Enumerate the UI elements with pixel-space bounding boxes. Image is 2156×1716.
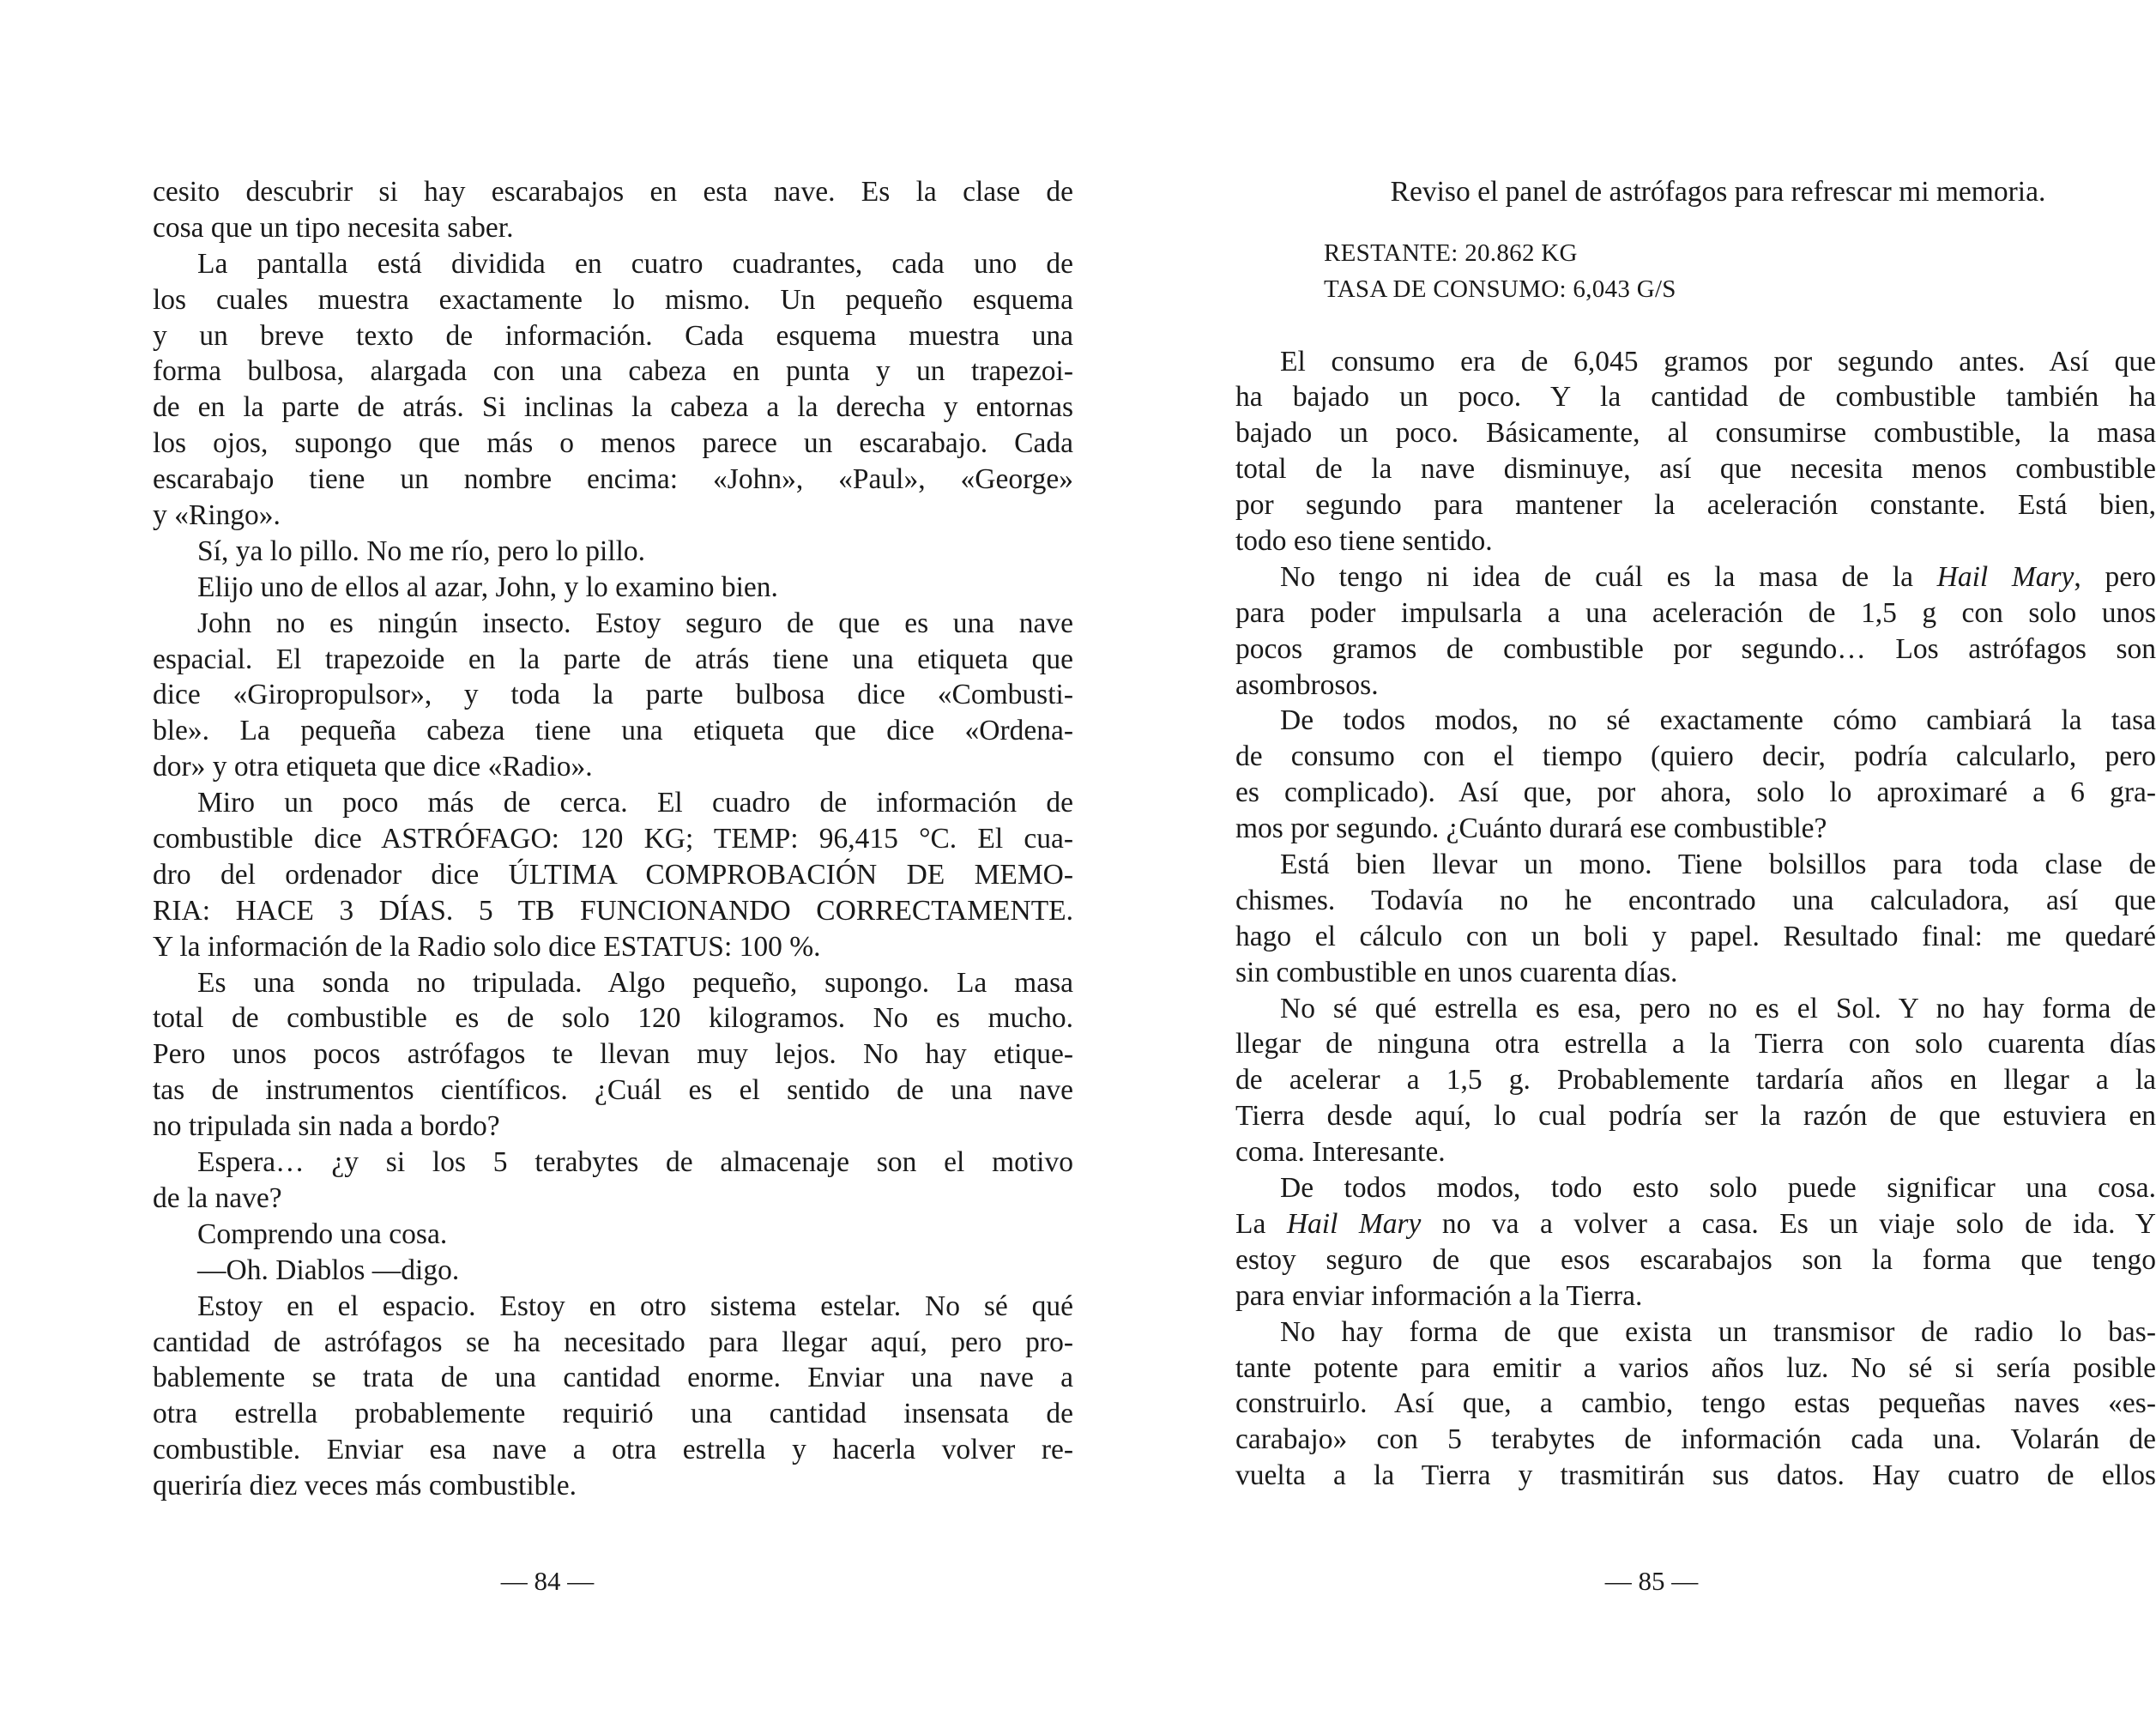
text-line: de acelerar a 1,5 g. Probablemente tardaría años en llegar a la bbox=[1235, 1064, 2156, 1097]
text-line: cantidad de astrófagos se ha necesitado para llegar aquí, pero pro- bbox=[153, 1326, 1073, 1358]
text-line: asombrosos. bbox=[1235, 668, 1379, 701]
intro-line: Reviso el panel de astrófagos para refrescar mi memoria. bbox=[1390, 176, 2046, 208]
text-line: forma bulbosa, alargada con una cabeza en punta y un trapezoi- bbox=[153, 355, 1073, 388]
text-line: escarabajo tiene un nombre encima: «John», «Paul», «George» bbox=[153, 463, 1073, 496]
text-line: ble». La pequeña cabeza tiene una etiqueta que dice «Ordena- bbox=[153, 715, 1073, 747]
text-line: tante potente para emitir a varios años luz. No sé si sería posible bbox=[1235, 1351, 2156, 1384]
text-line: cosa que un tipo necesita saber. bbox=[153, 211, 514, 244]
spacer bbox=[1235, 210, 2156, 236]
text-line: De todos modos, todo esto solo puede significar una cosa. bbox=[1280, 1172, 2156, 1205]
text-line: vuelta a la Tierra y trasmitirán sus datos. Hay cuatro de ellos bbox=[1235, 1459, 2156, 1492]
text-line: otra estrella probablemente requirió una cantidad insensata de bbox=[153, 1398, 1073, 1430]
text-line: espacial. El trapezoide en la parte de atrás tiene una etiqueta que bbox=[153, 643, 1073, 675]
text-line: llegar de ninguna otra estrella a la Tierra con solo cuarenta días bbox=[1235, 1028, 2156, 1060]
text-line: chismes. Todavía no he encontrado una calculadora, así que bbox=[1235, 884, 2156, 916]
text-line: carabajo» con 5 terabytes de información cada una. Volarán de bbox=[1235, 1423, 2156, 1456]
text-line: para enviar información a la Tierra. bbox=[1235, 1279, 1643, 1312]
text-line: y «Ringo». bbox=[153, 499, 281, 532]
text-line: de consumo con el tiempo (quiero decir, podría calcularlo, pero bbox=[1235, 740, 2156, 773]
text-line: coma. Interesante. bbox=[1235, 1136, 1446, 1169]
text-line: RIA: HACE 3 DÍAS. 5 TB FUNCIONANDO CORRECTAMENTE. bbox=[153, 894, 1073, 927]
text-line: queriría diez veces más combustible. bbox=[153, 1470, 577, 1502]
text-line: y un breve texto de información. Cada esquema muestra una bbox=[153, 319, 1073, 352]
text-line: Elijo uno de ellos al azar, John, y lo examino bien. bbox=[197, 571, 778, 603]
right-page bbox=[1235, 174, 2156, 1494]
left-page bbox=[153, 174, 1073, 1504]
page-number-left: — 84 — bbox=[500, 1566, 595, 1596]
text-line: Y la información de la Radio solo dice ESTATUS: 100 %. bbox=[153, 930, 821, 963]
text-line bbox=[1235, 559, 2156, 595]
text-line: Pero unos pocos astrófagos te llevan muy lejos. No hay etique- bbox=[153, 1038, 1073, 1071]
text-line: De todos modos, no sé exactamente cómo cambiará la tasa bbox=[1280, 704, 2156, 737]
text-fragment: no va a volver a casa. Es un viaje solo de ida. Y bbox=[1421, 1207, 2156, 1240]
text-line: Miro un poco más de cerca. El cuadro de información de bbox=[197, 787, 1073, 819]
text-line: Sí, ya lo pillo. No me río, pero lo pillo. bbox=[197, 535, 645, 567]
text-line: tas de instrumentos científicos. ¿Cuál es el sentido de una nave bbox=[153, 1074, 1073, 1107]
text-line: Estoy en el espacio. Estoy en otro sistema estelar. No sé qué bbox=[197, 1290, 1073, 1322]
text-line: no tripulada sin nada a bordo? bbox=[153, 1110, 500, 1143]
text-line: ha bajado un poco. Y la cantidad de combustible también ha bbox=[1235, 381, 2156, 414]
text-line: construirlo. Así que, a cambio, tengo estas pequeñas naves «es- bbox=[1235, 1387, 2156, 1420]
text-line: estoy seguro de que esos escarabajos son la forma que tengo bbox=[1235, 1243, 2156, 1276]
text-line: los cuales muestra exactamente lo mismo. Un pequeño esquema bbox=[153, 283, 1073, 316]
text-line: hago el cálculo con un boli y papel. Resultado final: me quedaré bbox=[1235, 920, 2156, 952]
text-line: pocos gramos de combustible por segundo… Los astrófagos son bbox=[1235, 632, 2156, 665]
text-line: combustible. Enviar esa nave a otra estrella y hacerla volver re- bbox=[153, 1434, 1073, 1466]
text-line: Comprendo una cosa. bbox=[197, 1218, 448, 1250]
text-line: total de combustible es de solo 120 kilogramos. No es mucho. bbox=[153, 1002, 1073, 1035]
text-line: Está bien llevar un mono. Tiene bolsillos para toda clase de bbox=[1280, 849, 2156, 881]
text-line: para poder impulsarla a una aceleración de 1,5 g con solo unos bbox=[1235, 596, 2156, 629]
text-line: No sé qué estrella es esa, pero no es el Sol. Y no hay forma de bbox=[1280, 992, 2156, 1024]
ship-name: Hail Mary bbox=[1286, 1207, 1422, 1240]
text-line: bablemente se trata de una cantidad enorme. Enviar una nave a bbox=[153, 1362, 1073, 1394]
text-line: dro del ordenador dice ÚLTIMA COMPROBACIÓN DE MEMO- bbox=[153, 858, 1073, 891]
text-line bbox=[1235, 1206, 2156, 1242]
text-line: todo eso tiene sentido. bbox=[1235, 525, 1493, 558]
spacer bbox=[1235, 308, 2156, 344]
text-fragment: , pero bbox=[2074, 560, 2156, 593]
text-line: Es una sonda no tripulada. Algo pequeño, supongo. La masa bbox=[197, 966, 1073, 999]
text-line: bajado un poco. Básicamente, al consumirse combustible, la masa bbox=[1235, 417, 2156, 450]
text-line: dice «Giropropulsor», y toda la parte bulbosa dice «Combusti- bbox=[153, 679, 1073, 711]
text-line: sin combustible en unos cuarenta días. bbox=[1235, 956, 1678, 988]
text-line: No hay forma de que exista un transmisor de radio lo bas- bbox=[1280, 1315, 2156, 1348]
status-consumption-rate: TASA DE CONSUMO: 6,043 G/S bbox=[1324, 275, 1676, 303]
text-line: Espera… ¿y si los 5 terabytes de almacenaje son el motivo bbox=[197, 1146, 1073, 1179]
text-fragment: No tengo ni idea de cuál es la masa de la bbox=[1280, 560, 1937, 593]
text-line: cesito descubrir si hay escarabajos en esta nave. Es la clase de bbox=[153, 176, 1073, 208]
text-line: de en la parte de atrás. Si inclinas la cabeza a la derecha y entornas bbox=[153, 391, 1073, 424]
text-line: El consumo era de 6,045 gramos por segundo antes. Así que bbox=[1280, 345, 2156, 378]
text-line: La pantalla está dividida en cuatro cuadrantes, cada uno de bbox=[197, 247, 1073, 280]
text-line: combustible dice ASTRÓFAGO: 120 KG; TEMP: 96,415 °C. El cua- bbox=[153, 823, 1073, 855]
text-line: los ojos, supongo que más o menos parece un escarabajo. Cada bbox=[153, 427, 1073, 460]
text-line: —Oh. Diablos —digo. bbox=[197, 1254, 460, 1286]
text-line: es complicado). Así que, por ahora, solo lo aproximaré a 6 gra- bbox=[1235, 776, 2156, 809]
text-line: de la nave? bbox=[153, 1181, 282, 1214]
text-line: total de la nave disminuye, así que necesita menos combustible bbox=[1235, 453, 2156, 486]
page-number-right: — 85 — bbox=[1604, 1566, 1699, 1596]
ship-name: Hail Mary bbox=[1936, 560, 2074, 593]
text-line: John no es ningún insecto. Estoy seguro de que es una nave bbox=[197, 607, 1073, 639]
text-fragment: La bbox=[1235, 1207, 1287, 1240]
text-line: mos por segundo. ¿Cuánto durará ese combustible? bbox=[1235, 813, 1827, 845]
text-line: por segundo para mantener la aceleración constante. Está bien, bbox=[1235, 489, 2156, 522]
text-line: dor» y otra etiqueta que dice «Radio». bbox=[153, 751, 593, 783]
text-line: Tierra desde aquí, lo cual podría ser la razón de que estuviera en bbox=[1235, 1100, 2156, 1133]
status-remaining: RESTANTE: 20.862 KG bbox=[1324, 239, 1578, 267]
